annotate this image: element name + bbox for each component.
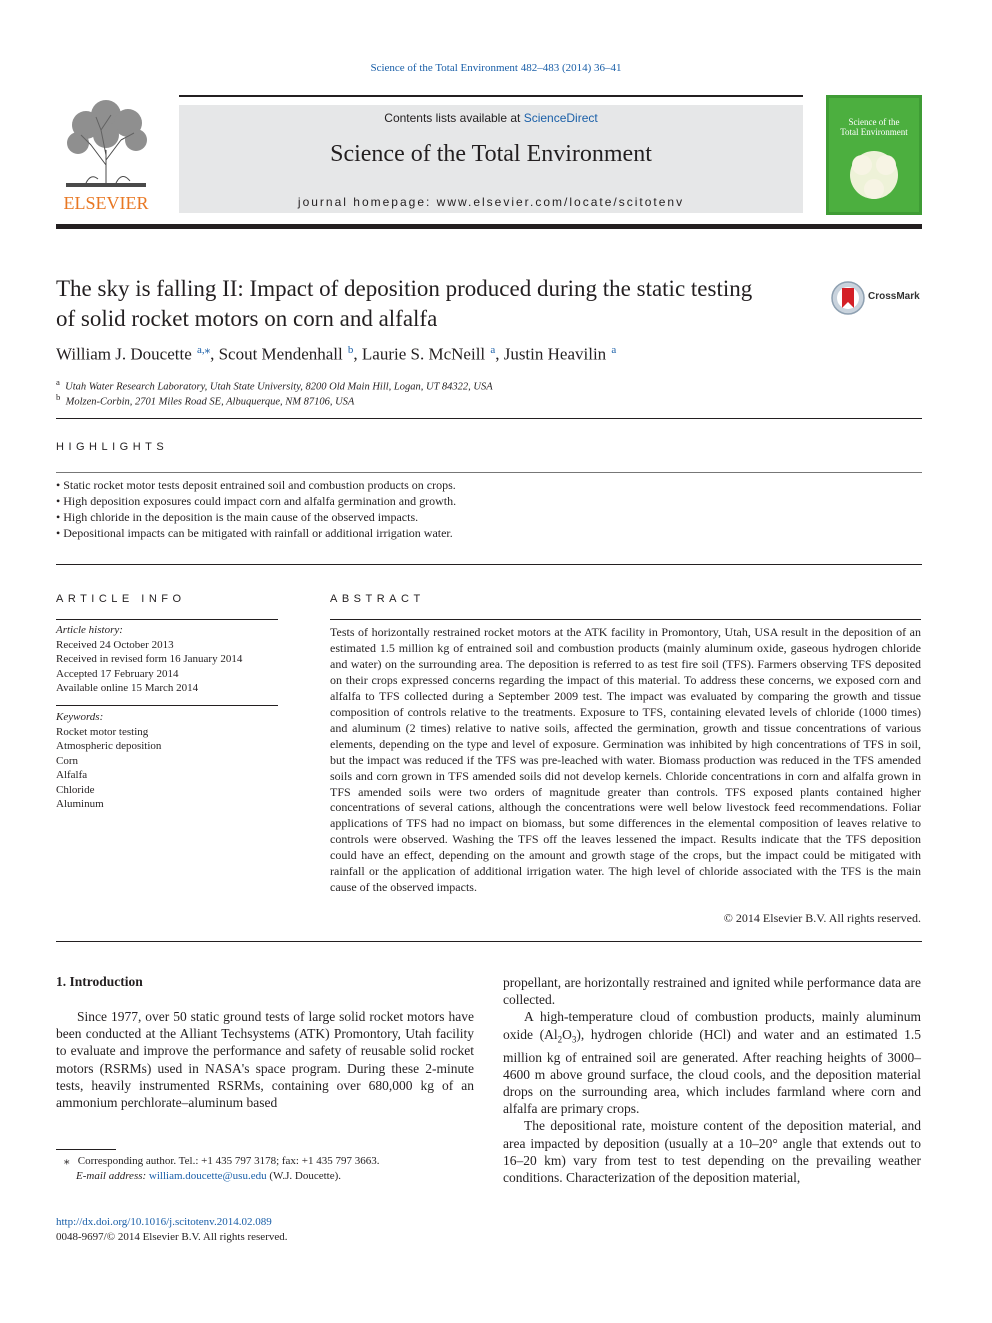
- journal-info-box: [179, 105, 803, 213]
- journal-reference-link[interactable]: Science of the Total Environment 482–483 (2014) 36–41: [370, 62, 622, 74]
- section-rule: [56, 564, 922, 565]
- sciencedirect-link[interactable]: ScienceDirect: [523, 111, 598, 125]
- article-title: The sky is falling II: Impact of deposition produced during the static testing of solid rocket motors on corn and alfalfa: [56, 276, 753, 331]
- highlights-heading: HIGHLIGHTS: [56, 441, 169, 453]
- keyword: Alfalfa: [56, 769, 88, 781]
- doi-block: [56, 1215, 288, 1244]
- highlight-item: • High deposition exposures could impact corn and alfalfa germination and growth.: [56, 494, 457, 508]
- cover-title-line2: Total Environment: [840, 127, 908, 137]
- author-affiliation-mark[interactable]: b: [347, 344, 354, 356]
- abstract-rule: [330, 619, 921, 620]
- author-affiliation-mark[interactable]: a,⁎: [196, 344, 211, 356]
- highlight-item: • High chloride in the deposition is the main cause of the observed impacts.: [56, 510, 419, 524]
- header-top-line: [179, 95, 803, 97]
- journal-cover-image[interactable]: [826, 95, 922, 215]
- header-thick-rule: [56, 224, 922, 229]
- author-name[interactable]: Laurie S. McNeill: [361, 344, 486, 364]
- section-rule: [56, 941, 922, 942]
- journal-header: [56, 95, 922, 215]
- highlight-item: • Depositional impacts can be mitigated with rainfall or additional irrigation water.: [56, 526, 453, 540]
- contents-line: Contents lists available at ScienceDirect: [384, 111, 598, 125]
- keyword: Corn: [56, 754, 78, 767]
- intro-left-column: [56, 1008, 474, 1111]
- author-name[interactable]: Justin Heavilin: [503, 344, 607, 364]
- author-affiliation-mark[interactable]: a: [611, 344, 617, 356]
- keyword: Atmospheric deposition: [56, 740, 162, 752]
- corresponding-author-footnote: ⁎ Corresponding author. Tel.: +1 435 797 3178; fax: +1 435 797 3663. E-mail address: william.doucette@usu.edu (W.J. Doucette).: [64, 1155, 380, 1182]
- cover-title-line1: Science of the: [848, 117, 900, 127]
- intro-paragraph: propellant, are horizontally restrained and ignited while performance data are collected.: [503, 975, 921, 1008]
- footnote-rule: [56, 1149, 116, 1150]
- keywords-rule: [56, 705, 278, 706]
- keyword: Aluminum: [56, 798, 104, 810]
- intro-paragraph: The depositional rate, moisture content of the deposition material, and area impacted by deposition (usually at a 10–20° angle that extends out to 16–20 km) vary from test to test depending on the prevailing weather conditions. Characterization of the deposition material,: [503, 1118, 921, 1185]
- elsevier-tree-logo[interactable]: [56, 95, 156, 215]
- issn-line: 0048-9697/© 2014 Elsevier B.V. All rights reserved.: [56, 1230, 288, 1243]
- author-list: William J. Doucette $^{a,⁎}$, Scout Mendenhall $^b$, Laurie S. McNeill $^a$, Justin Heavilin $^a$: [56, 344, 617, 364]
- highlight-item: • Static rocket motor tests deposit entrained soil and combustion products on crops.: [56, 478, 456, 492]
- keywords-list: Keywords: Rocket motor testing Atmospheric deposition Corn Alfalfa Chloride Aluminum: [56, 710, 278, 812]
- intro-right-column: [503, 974, 921, 1186]
- intro-paragraph: Since 1977, over 50 static ground tests of large solid rocket motors have been conducted at the Alliant Techsystems (ATK) Promontory, Utah facility to evaluate and improve the performance and safety of reusable solid rocket motors (RSRMs) used in NASA's space program. During these 2-minute tests, heavily instrumented RSRMs, containing over 680,000 kg of an ammonium perchlorate–aluminum based: [56, 1009, 474, 1111]
- keyword: Rocket motor testing: [56, 725, 149, 738]
- intro-paragraph: A high-temperature cloud of combustion products, mainly aluminum oxide $(Al_2O_3)$, hydrogen chloride (HCl) and water and an estimated 1.5 million kg of entrained soil are generated. After reaching heights of 3000–4600 m above ground surface, the cloud cools, and the deposition material drops on the surrounding area, which includes farmland where corn and alfalfa are primary crops.: [503, 1009, 921, 1117]
- abstract-text: Tests of horizontally restrained rocket motors at the ATK facility in Promontory, Utah, USA result in the deposition of an estimated 1.5 million kg of entrained soil and combustion products (mainly aluminum oxide, gaseous hydrogen chloride and water) on the surrounding area. The deposition is referred to as test fire soil (TFS). Farmers observing TFS deposited on their crops expressed concerns regarding the impact of this material. To address these concerns, we exposed corn and alfalfa to TFS collected during a September 2009 test. The impact was evaluated by comparing the growth and tissue composition of controls relative to the treatments. Exposure to TFS, containing elevated levels of chloride (1000 times) and aluminum (2 times) relative to native soils, affected the germination, growth and tissue concentrations of various elements, depending on the type and level of exposure. Germination was inhibited by high concentrations of TFS in soil, but the impact was reduced if the TFS was pre-leached with water. Biomass production was reduced in the TFS amended soils and corn grown in TFS amended soils did not develop kernels. Chloride concentrations in corn and alfalfa grown in TFS amended soils were two orders of magnitude greater than controls. TFS exposed plants contained higher concentrations of several cations, although the concentrations were well below livestock feed recommendations. Foliar applications of TFS had no impact on biomass, but some differences in the elemental composition of leaves relative to controls were observed. Washing the TFS off the leaves lessened the impact. Results indicate that the TFS deposition could have an effect, depending on the amount and growth stage of the crops, but the impact could be mitigated with rainfall or the application of additional irrigation water. The high level of chloride associated with the TFS is the main cause of the observed impacts.: [330, 625, 921, 895]
- author-name[interactable]: Scout Mendenhall: [218, 344, 343, 364]
- highlights-rule: [56, 472, 922, 473]
- crossmark-label: CrossMark: [868, 291, 920, 302]
- doi-link[interactable]: http://dx.doi.org/10.1016/j.scitotenv.2014.02.089: [56, 1216, 272, 1228]
- article-history: Article history: Received 24 October 2013 Received in revised form 16 January 2014 Accepted 17 February 2014 Available online 15 March 2014: [56, 624, 243, 694]
- affiliation: $^a$ Utah Water Research Laboratory, Utah State University, 8200 Old Main Hill, Logan, UT 84322, USA: [56, 377, 493, 393]
- keyword: Chloride: [56, 783, 95, 796]
- crossmark-badge[interactable]: [830, 280, 930, 316]
- article-info-heading: ARTICLE INFO: [56, 593, 186, 605]
- section-rule: [56, 418, 922, 419]
- elsevier-wordmark: ELSEVIER: [63, 193, 149, 213]
- author-affiliation-mark[interactable]: a: [490, 344, 496, 356]
- author-name[interactable]: William J. Doucette: [56, 344, 192, 364]
- article-info-rule: [56, 619, 278, 620]
- abstract-copyright: © 2014 Elsevier B.V. All rights reserved.: [723, 911, 921, 925]
- journal-homepage[interactable]: journal homepage: www.elsevier.com/locate/scitotenv: [297, 195, 685, 209]
- abstract-heading: ABSTRACT: [330, 593, 425, 605]
- section-heading-introduction: 1. Introduction: [56, 974, 143, 989]
- journal-title: Science of the Total Environment: [330, 141, 652, 167]
- highlights-list: [56, 477, 456, 541]
- affiliation: $^b$ Molzen-Corbin, 2701 Miles Road SE, Albuquerque, NM 87106, USA: [56, 392, 355, 408]
- author-email-link[interactable]: william.doucette@usu.edu: [148, 1169, 267, 1182]
- crossmark-icon: [830, 280, 866, 316]
